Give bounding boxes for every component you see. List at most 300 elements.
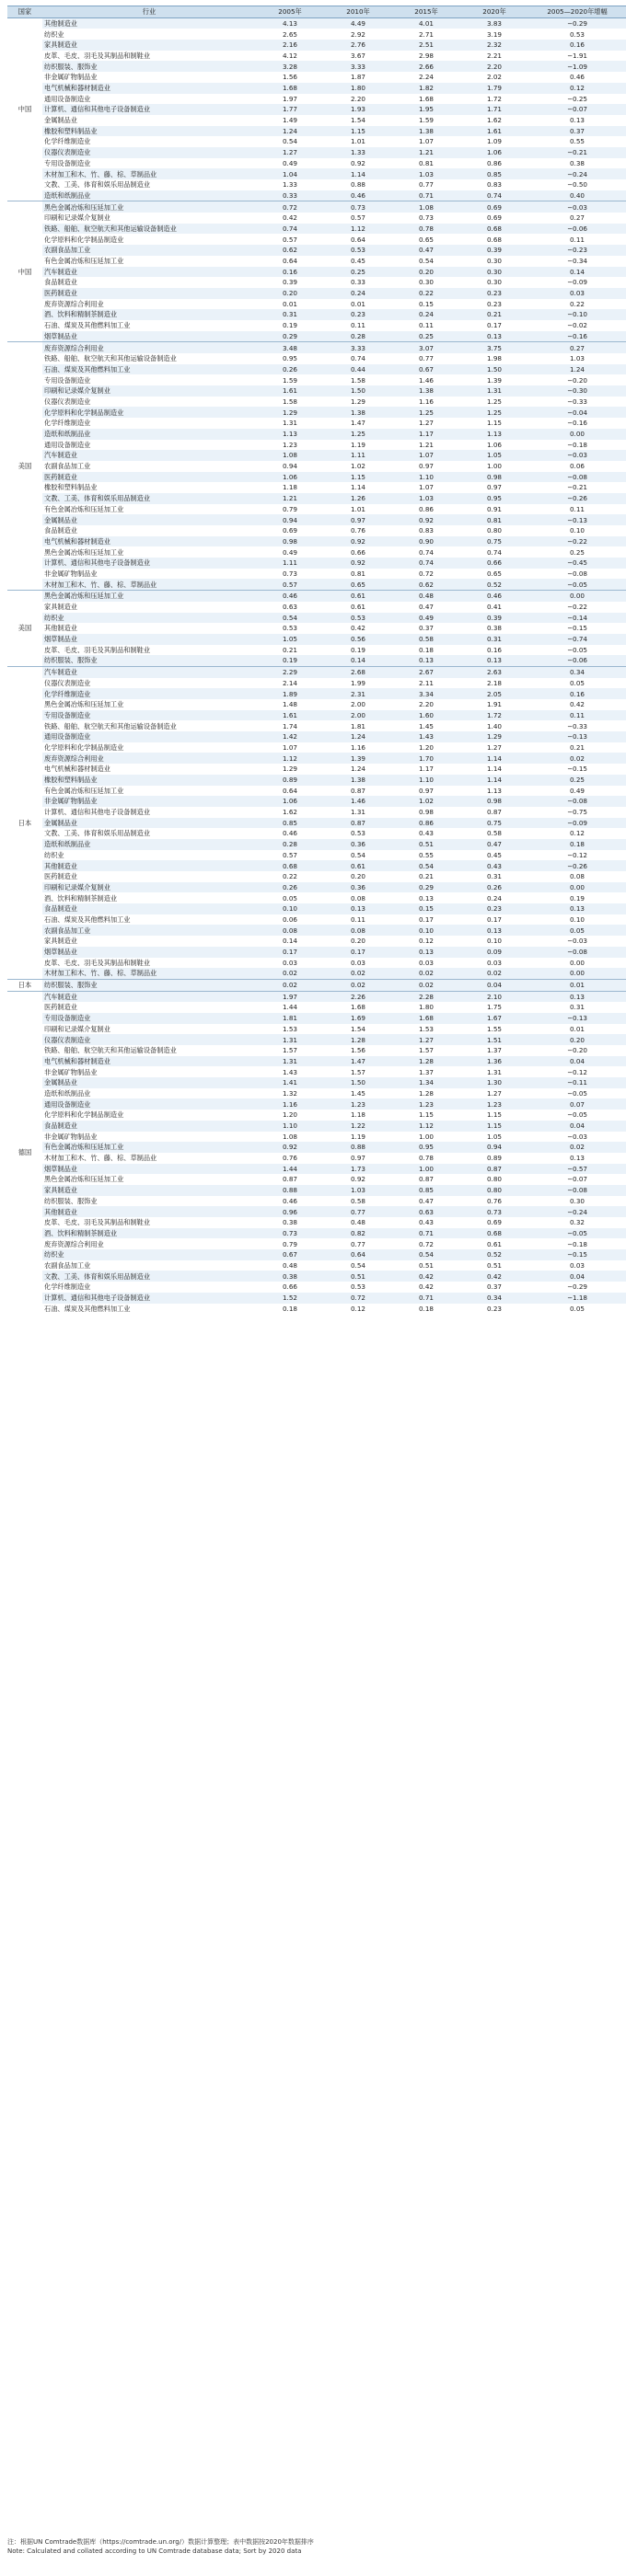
value-2005-cell: 1.29 <box>256 407 324 418</box>
value-2005-cell: 0.72 <box>256 201 324 213</box>
table-row <box>7 947 626 958</box>
change-cell: 0.00 <box>528 968 626 979</box>
change-cell: −0.22 <box>528 602 626 613</box>
value-2020-cell: 1.06 <box>460 440 528 451</box>
table-row <box>7 666 626 677</box>
value-2005-cell: 0.68 <box>256 860 324 871</box>
value-2005-cell: 0.88 <box>256 1185 324 1196</box>
industry-cell: 皮革、毛皮、羽毛及其制品和制鞋业 <box>42 645 256 656</box>
value-2015-cell: 3.34 <box>392 688 460 699</box>
value-2005-cell: 0.73 <box>256 569 324 580</box>
value-2010-cell: 1.47 <box>324 418 392 429</box>
value-2010-cell: 1.24 <box>324 764 392 775</box>
value-2020-cell: 3.75 <box>460 342 528 353</box>
industry-cell: 汽车制造业 <box>42 450 256 461</box>
value-2015-cell: 0.74 <box>392 546 460 558</box>
value-2015-cell: 1.23 <box>392 1098 460 1110</box>
value-2015-cell: 0.72 <box>392 1238 460 1249</box>
change-cell: −0.05 <box>528 579 626 590</box>
value-2005-cell: 0.79 <box>256 1238 324 1249</box>
value-2020-cell: 1.39 <box>460 374 528 385</box>
table-row <box>7 903 626 914</box>
change-cell: −0.24 <box>528 168 626 179</box>
value-2005-cell: 0.17 <box>256 947 324 958</box>
value-2010-cell: 0.53 <box>324 1282 392 1293</box>
value-2005-cell: 0.57 <box>256 234 324 245</box>
value-2010-cell: 1.50 <box>324 385 392 397</box>
industry-cell: 黑色金属冶炼和压延加工业 <box>42 591 256 602</box>
value-2020-cell: 0.69 <box>460 213 528 224</box>
column-header-2010[interactable]: 2010年 <box>324 6 392 18</box>
rca-data-table <box>7 6 626 1314</box>
industry-cell: 农副食品加工业 <box>42 925 256 936</box>
change-cell: 0.03 <box>528 288 626 299</box>
value-2015-cell: 0.95 <box>392 1142 460 1153</box>
value-2020-cell: 2.20 <box>460 61 528 72</box>
industry-cell: 仪器仪表制造业 <box>42 397 256 408</box>
table-row <box>7 17 626 29</box>
value-2015-cell: 1.34 <box>392 1077 460 1088</box>
industry-cell: 造纸和纸制品业 <box>42 190 256 201</box>
value-2010-cell: 0.64 <box>324 1249 392 1260</box>
column-header-2015[interactable]: 2015年 <box>392 6 460 18</box>
value-2005-cell: 0.46 <box>256 1196 324 1207</box>
change-cell: −0.15 <box>528 1249 626 1260</box>
value-2020-cell: 0.30 <box>460 256 528 267</box>
value-2010-cell: 1.33 <box>324 147 392 158</box>
table-row <box>7 514 626 525</box>
table-row <box>7 168 626 179</box>
value-2020-cell: 1.25 <box>460 407 528 418</box>
value-2015-cell: 1.20 <box>392 742 460 753</box>
value-2020-cell: 1.27 <box>460 742 528 753</box>
industry-cell: 废弃资源综合利用业 <box>42 299 256 310</box>
value-2005-cell: 1.06 <box>256 796 324 807</box>
table-row <box>7 309 626 320</box>
value-2020-cell: 0.86 <box>460 158 528 169</box>
change-cell: −0.07 <box>528 1174 626 1185</box>
value-2020-cell: 0.23 <box>460 1304 528 1315</box>
industry-cell: 化学纤维制造业 <box>42 136 256 147</box>
change-cell: 0.10 <box>528 914 626 926</box>
value-2005-cell: 2.29 <box>256 666 324 677</box>
value-2010-cell: 1.31 <box>324 807 392 818</box>
value-2005-cell: 0.48 <box>256 1260 324 1271</box>
table-row <box>7 850 626 861</box>
value-2015-cell: 0.77 <box>392 353 460 364</box>
industry-cell: 橡胶和塑料制品业 <box>42 482 256 493</box>
value-2015-cell: 1.08 <box>392 201 460 213</box>
table-row <box>7 914 626 926</box>
table-row <box>7 320 626 331</box>
value-2005-cell: 1.32 <box>256 1088 324 1099</box>
change-cell: −0.20 <box>528 1045 626 1056</box>
industry-cell: 汽车制造业 <box>42 267 256 278</box>
value-2010-cell: 1.26 <box>324 493 392 504</box>
industry-cell: 废弃资源综合利用业 <box>42 342 256 353</box>
change-cell: −0.10 <box>528 309 626 320</box>
column-header-country[interactable]: 国家 <box>7 6 42 18</box>
value-2010-cell: 0.36 <box>324 839 392 850</box>
value-2015-cell: 0.42 <box>392 1282 460 1293</box>
industry-cell: 专用设备制造业 <box>42 710 256 721</box>
value-2010-cell: 1.69 <box>324 1013 392 1024</box>
industry-cell: 农副食品加工业 <box>42 245 256 256</box>
value-2020-cell: 1.61 <box>460 126 528 137</box>
industry-cell: 食品制造业 <box>42 1121 256 1132</box>
table-row <box>7 1304 626 1315</box>
value-2015-cell: 0.97 <box>392 461 460 472</box>
value-2010-cell: 1.38 <box>324 407 392 418</box>
industry-cell: 通用设备制造业 <box>42 440 256 451</box>
change-cell: −0.15 <box>528 764 626 775</box>
value-2015-cell: 0.71 <box>392 1228 460 1239</box>
value-2010-cell: 1.45 <box>324 1088 392 1099</box>
value-2005-cell: 1.97 <box>256 94 324 105</box>
industry-cell: 有色金属冶炼和压延加工业 <box>42 504 256 515</box>
table-row <box>7 871 626 882</box>
value-2005-cell: 0.02 <box>256 968 324 979</box>
industry-cell: 印刷和记录媒介复制业 <box>42 213 256 224</box>
industry-cell: 化学纤维制造业 <box>42 418 256 429</box>
change-cell: −1.09 <box>528 61 626 72</box>
industry-cell: 皮革、毛皮、羽毛及其制品和制鞋业 <box>42 1217 256 1228</box>
value-2020-cell: 0.91 <box>460 504 528 515</box>
value-2005-cell: 0.46 <box>256 591 324 602</box>
value-2010-cell: 1.57 <box>324 1066 392 1077</box>
value-2020-cell: 3.19 <box>460 29 528 40</box>
industry-cell: 仪器仪表制造业 <box>42 147 256 158</box>
value-2015-cell: 1.27 <box>392 1034 460 1045</box>
value-2005-cell: 0.28 <box>256 839 324 850</box>
value-2015-cell: 2.67 <box>392 666 460 677</box>
change-cell: −0.33 <box>528 720 626 731</box>
value-2010-cell: 1.22 <box>324 1121 392 1132</box>
change-cell: 0.04 <box>528 1271 626 1282</box>
value-2010-cell: 2.00 <box>324 710 392 721</box>
change-cell: −0.02 <box>528 320 626 331</box>
table-body <box>7 17 626 1314</box>
value-2015-cell: 0.12 <box>392 936 460 947</box>
table-row <box>7 83 626 94</box>
value-2005-cell: 0.31 <box>256 309 324 320</box>
value-2015-cell: 0.58 <box>392 634 460 645</box>
industry-cell: 仪器仪表制造业 <box>42 678 256 689</box>
value-2020-cell: 0.26 <box>460 882 528 893</box>
table-row <box>7 1271 626 1282</box>
industry-cell: 铁路、船舶、航空航天和其他运输设备制造业 <box>42 224 256 235</box>
table-row <box>7 1217 626 1228</box>
value-2020-cell: 1.79 <box>460 83 528 94</box>
country-cell: 日本 <box>7 666 42 979</box>
value-2015-cell: 0.47 <box>392 245 460 256</box>
table-row <box>7 623 626 634</box>
change-cell: −1.18 <box>528 1293 626 1304</box>
value-2015-cell: 0.18 <box>392 1304 460 1315</box>
value-2010-cell: 0.51 <box>324 1271 392 1282</box>
change-cell: −0.11 <box>528 1077 626 1088</box>
value-2015-cell: 0.71 <box>392 190 460 201</box>
value-2005-cell: 1.59 <box>256 374 324 385</box>
column-header-2020[interactable]: 2020年 <box>460 6 528 18</box>
industry-cell: 其他制造业 <box>42 17 256 29</box>
industry-cell: 计算机、通信和其他电子设备制造业 <box>42 1293 256 1304</box>
value-2015-cell: 2.11 <box>392 678 460 689</box>
value-2015-cell: 0.15 <box>392 903 460 914</box>
value-2015-cell: 0.73 <box>392 213 460 224</box>
value-2020-cell: 1.72 <box>460 710 528 721</box>
change-cell: −0.06 <box>528 224 626 235</box>
value-2010-cell: 1.68 <box>324 1002 392 1013</box>
value-2005-cell: 1.43 <box>256 1066 324 1077</box>
change-cell: −0.57 <box>528 1164 626 1175</box>
industry-cell: 通用设备制造业 <box>42 94 256 105</box>
change-cell: −0.03 <box>528 201 626 213</box>
table-row <box>7 472 626 483</box>
value-2010-cell: 0.65 <box>324 579 392 590</box>
value-2015-cell: 0.18 <box>392 645 460 656</box>
industry-cell: 非金属矿物制品业 <box>42 1066 256 1077</box>
value-2010-cell: 1.03 <box>324 1185 392 1196</box>
change-cell: −0.21 <box>528 147 626 158</box>
value-2015-cell: 2.71 <box>392 29 460 40</box>
value-2010-cell: 0.72 <box>324 1293 392 1304</box>
value-2005-cell: 0.54 <box>256 136 324 147</box>
table-header-row <box>7 6 626 18</box>
value-2020-cell: 0.31 <box>460 634 528 645</box>
value-2005-cell: 0.20 <box>256 288 324 299</box>
change-cell: −0.74 <box>528 634 626 645</box>
table-row <box>7 579 626 590</box>
value-2015-cell: 2.98 <box>392 51 460 62</box>
change-cell: 0.08 <box>528 871 626 882</box>
value-2015-cell: 0.78 <box>392 224 460 235</box>
change-cell: 0.14 <box>528 267 626 278</box>
value-2005-cell: 1.57 <box>256 1045 324 1056</box>
value-2015-cell: 1.25 <box>392 407 460 418</box>
value-2010-cell: 0.64 <box>324 234 392 245</box>
change-cell: 0.32 <box>528 1217 626 1228</box>
industry-cell: 专用设备制造业 <box>42 158 256 169</box>
value-2020-cell: 2.10 <box>460 991 528 1002</box>
value-2005-cell: 4.13 <box>256 17 324 29</box>
value-2005-cell: 1.12 <box>256 753 324 764</box>
value-2015-cell: 0.13 <box>392 947 460 958</box>
value-2020-cell: 1.14 <box>460 775 528 786</box>
value-2005-cell: 0.39 <box>256 277 324 288</box>
value-2010-cell: 0.61 <box>324 602 392 613</box>
value-2020-cell: 3.83 <box>460 17 528 29</box>
change-cell: −0.25 <box>528 94 626 105</box>
value-2020-cell: 1.27 <box>460 1088 528 1099</box>
value-2020-cell: 0.21 <box>460 309 528 320</box>
value-2005-cell: 1.24 <box>256 126 324 137</box>
industry-cell: 印刷和记录媒介复制业 <box>42 882 256 893</box>
value-2015-cell: 1.38 <box>392 385 460 397</box>
table-row <box>7 147 626 158</box>
value-2015-cell: 0.47 <box>392 602 460 613</box>
change-cell: −0.33 <box>528 397 626 408</box>
value-2020-cell: 0.61 <box>460 1238 528 1249</box>
industry-cell: 通用设备制造业 <box>42 731 256 742</box>
value-2015-cell: 0.65 <box>392 234 460 245</box>
change-cell: −0.06 <box>528 655 626 666</box>
table-row <box>7 482 626 493</box>
value-2020-cell: 0.38 <box>460 623 528 634</box>
value-2015-cell: 0.24 <box>392 309 460 320</box>
value-2010-cell: 0.01 <box>324 299 392 310</box>
value-2020-cell: 1.00 <box>460 461 528 472</box>
value-2020-cell: 1.13 <box>460 786 528 797</box>
value-2010-cell: 0.14 <box>324 655 392 666</box>
value-2020-cell: 0.31 <box>460 871 528 882</box>
column-header-2005[interactable]: 2005年 <box>256 6 324 18</box>
value-2020-cell: 0.23 <box>460 288 528 299</box>
change-cell: 0.27 <box>528 213 626 224</box>
value-2010-cell: 0.87 <box>324 818 392 829</box>
value-2005-cell: 0.89 <box>256 775 324 786</box>
industry-cell: 电气机械和器材制造业 <box>42 764 256 775</box>
value-2015-cell: 1.00 <box>392 1132 460 1143</box>
value-2015-cell: 0.22 <box>392 288 460 299</box>
value-2015-cell: 1.59 <box>392 115 460 126</box>
column-header-industry[interactable]: 行业 <box>42 6 256 18</box>
value-2010-cell: 1.99 <box>324 678 392 689</box>
table-row <box>7 299 626 310</box>
value-2015-cell: 0.98 <box>392 807 460 818</box>
value-2005-cell: 1.48 <box>256 699 324 710</box>
value-2010-cell: 0.20 <box>324 871 392 882</box>
value-2010-cell: 0.97 <box>324 1153 392 1164</box>
value-2020-cell: 2.05 <box>460 688 528 699</box>
table-row <box>7 731 626 742</box>
value-2015-cell: 0.55 <box>392 850 460 861</box>
value-2010-cell: 0.19 <box>324 645 392 656</box>
value-2015-cell: 1.02 <box>392 796 460 807</box>
value-2020-cell: 1.40 <box>460 720 528 731</box>
value-2005-cell: 0.69 <box>256 525 324 536</box>
table-row <box>7 1013 626 1024</box>
change-cell: 0.42 <box>528 699 626 710</box>
value-2020-cell: 0.17 <box>460 914 528 926</box>
change-cell: −0.03 <box>528 1132 626 1143</box>
change-cell: 1.03 <box>528 353 626 364</box>
value-2020-cell: 1.14 <box>460 753 528 764</box>
value-2005-cell: 1.27 <box>256 147 324 158</box>
table-row <box>7 136 626 147</box>
table-row <box>7 546 626 558</box>
table-row <box>7 418 626 429</box>
value-2010-cell: 1.93 <box>324 104 392 115</box>
industry-cell: 木材加工和木、竹、藤、棕、草制品业 <box>42 579 256 590</box>
value-2020-cell: 0.83 <box>460 179 528 190</box>
value-2015-cell: 0.25 <box>392 331 460 342</box>
value-2010-cell: 0.61 <box>324 860 392 871</box>
industry-cell: 文教、工美、体育和娱乐用品制造业 <box>42 493 256 504</box>
value-2020-cell: 0.73 <box>460 1206 528 1217</box>
value-2020-cell: 1.36 <box>460 1056 528 1067</box>
value-2015-cell: 1.70 <box>392 753 460 764</box>
change-cell: −0.04 <box>528 407 626 418</box>
table-row <box>7 61 626 72</box>
value-2005-cell: 0.22 <box>256 871 324 882</box>
table-row <box>7 51 626 62</box>
table-row <box>7 267 626 278</box>
industry-cell: 酒、饮料和精制茶制造业 <box>42 309 256 320</box>
value-2015-cell: 1.68 <box>392 94 460 105</box>
value-2005-cell: 0.46 <box>256 828 324 839</box>
change-cell: 0.21 <box>528 742 626 753</box>
value-2005-cell: 2.65 <box>256 29 324 40</box>
value-2010-cell: 0.77 <box>324 1238 392 1249</box>
industry-cell: 纺织服装、服饰业 <box>42 1196 256 1207</box>
value-2020-cell: 0.23 <box>460 299 528 310</box>
value-2010-cell: 0.87 <box>324 786 392 797</box>
value-2010-cell: 1.19 <box>324 440 392 451</box>
industry-cell: 化学原料和化学制品制造业 <box>42 407 256 418</box>
value-2010-cell: 0.23 <box>324 309 392 320</box>
value-2020-cell: 0.47 <box>460 839 528 850</box>
value-2010-cell: 2.76 <box>324 40 392 51</box>
value-2015-cell: 1.16 <box>392 397 460 408</box>
value-2015-cell: 0.21 <box>392 871 460 882</box>
value-2020-cell: 0.13 <box>460 331 528 342</box>
column-header-change[interactable]: 2005—2020年增幅 <box>528 6 626 18</box>
value-2010-cell: 0.36 <box>324 882 392 893</box>
industry-cell: 金属制品业 <box>42 514 256 525</box>
value-2005-cell: 0.29 <box>256 331 324 342</box>
value-2020-cell: 0.37 <box>460 1282 528 1293</box>
value-2005-cell: 1.62 <box>256 807 324 818</box>
note-chinese: 注：根据UN Comtrade数据库（https://comtrade.un.org/）数据计算整理；表中数据按2020年数据排序 <box>7 2538 314 2546</box>
value-2005-cell: 0.19 <box>256 320 324 331</box>
value-2010-cell: 1.24 <box>324 731 392 742</box>
value-2010-cell: 2.92 <box>324 29 392 40</box>
value-2005-cell: 0.64 <box>256 786 324 797</box>
value-2005-cell: 1.16 <box>256 1098 324 1110</box>
value-2020-cell: 2.21 <box>460 51 528 62</box>
change-cell: −0.12 <box>528 850 626 861</box>
change-cell: 0.30 <box>528 1196 626 1207</box>
table-row <box>7 1066 626 1077</box>
value-2015-cell: 1.53 <box>392 1024 460 1035</box>
value-2020-cell: 0.68 <box>460 1228 528 1239</box>
value-2005-cell: 0.66 <box>256 1282 324 1293</box>
table-row <box>7 104 626 115</box>
value-2005-cell: 0.79 <box>256 504 324 515</box>
value-2010-cell: 0.66 <box>324 546 392 558</box>
change-cell: 0.13 <box>528 903 626 914</box>
value-2005-cell: 1.31 <box>256 1056 324 1067</box>
value-2015-cell: 0.13 <box>392 892 460 903</box>
value-2005-cell: 0.63 <box>256 602 324 613</box>
change-cell: 0.20 <box>528 1034 626 1045</box>
value-2005-cell: 0.73 <box>256 1228 324 1239</box>
value-2005-cell: 1.53 <box>256 1024 324 1035</box>
value-2020-cell: 0.68 <box>460 234 528 245</box>
industry-cell: 汽车制造业 <box>42 666 256 677</box>
industry-cell: 汽车制造业 <box>42 991 256 1002</box>
value-2005-cell: 1.13 <box>256 429 324 440</box>
change-cell: −0.30 <box>528 385 626 397</box>
value-2015-cell: 0.86 <box>392 818 460 829</box>
value-2005-cell: 0.38 <box>256 1271 324 1282</box>
value-2020-cell: 1.15 <box>460 1121 528 1132</box>
value-2020-cell: 0.97 <box>460 482 528 493</box>
table-row <box>7 925 626 936</box>
value-2010-cell: 1.50 <box>324 1077 392 1088</box>
value-2010-cell: 2.31 <box>324 688 392 699</box>
